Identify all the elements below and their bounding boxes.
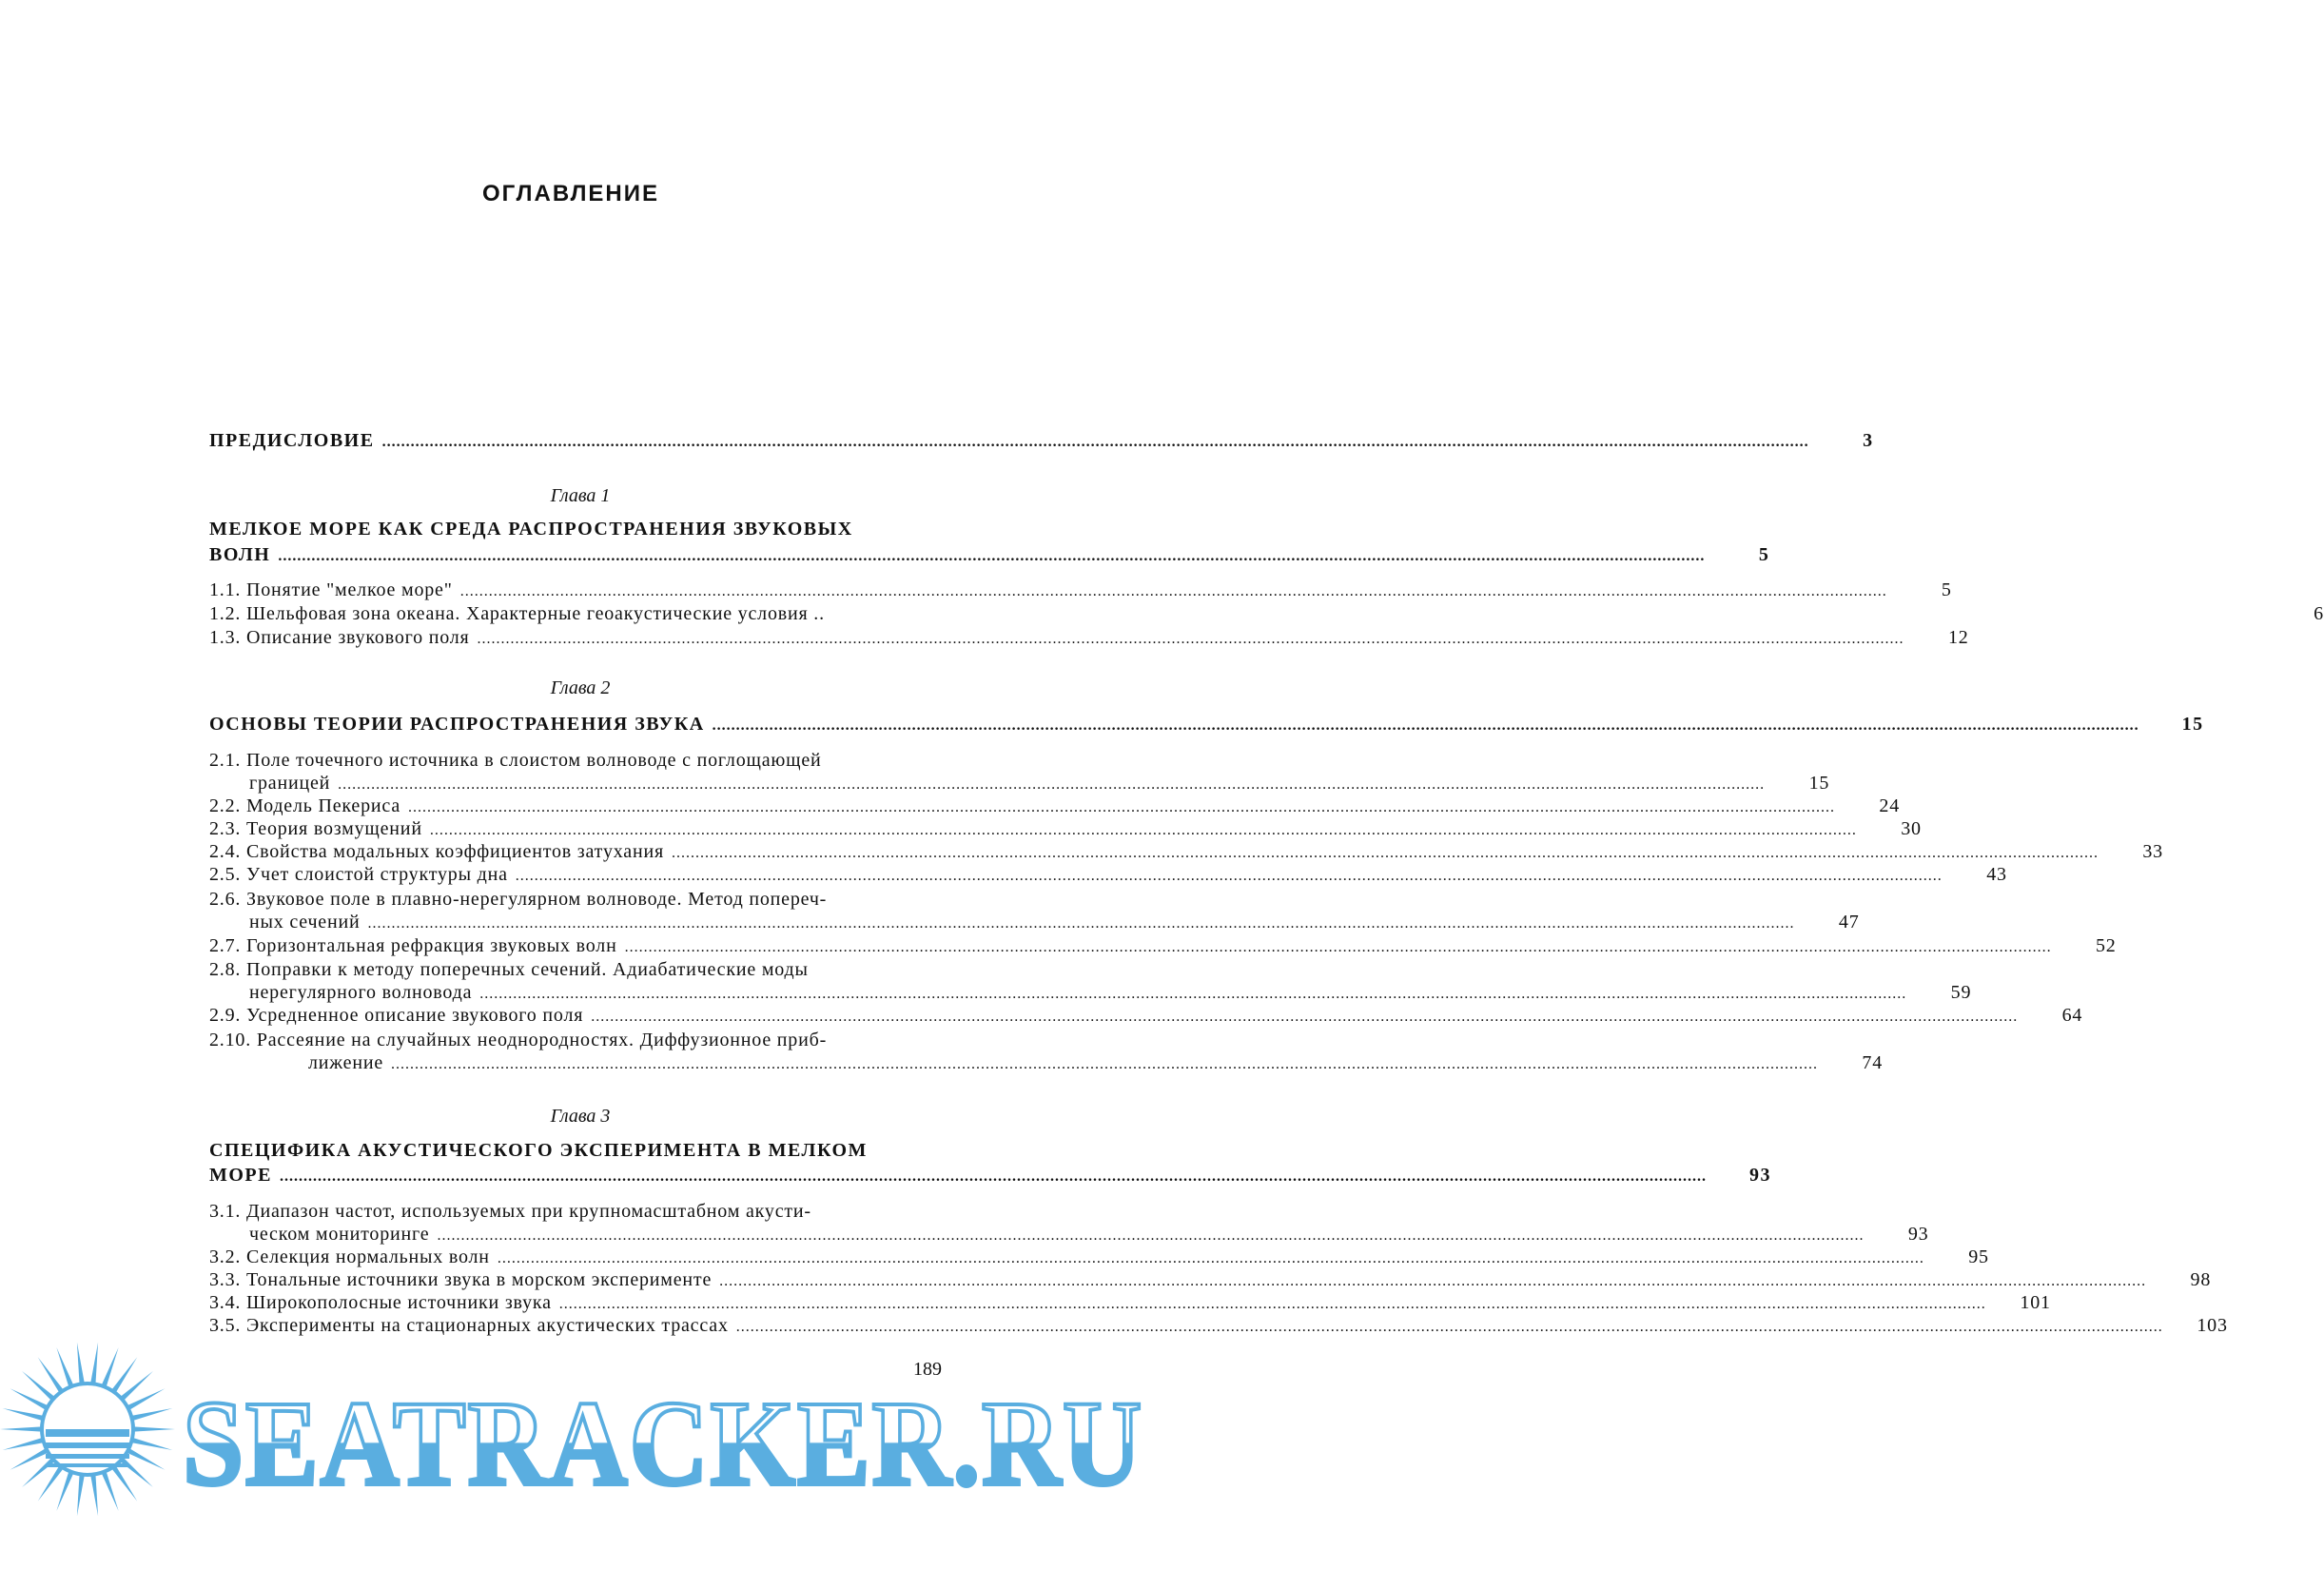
page-number: 189 [913,1359,942,1380]
section-number: 3.4. [209,1292,242,1313]
leader-dots: ............................................................................................................................................................................................................................................................................................................ [735,1319,2163,1335]
chapter-title: СПЕЦИФИКА АКУСТИЧЕСКОГО ЭКСПЕРИМЕНТА В МЕЛКОМ [209,1140,868,1161]
section-number: 2.9. [209,1005,242,1026]
entry-page: 52 [2095,935,2117,956]
entry-text: Описание звукового поля [246,627,470,648]
section-number: 2.4. [209,841,242,862]
entry-page: 5 [1758,544,1770,565]
toc-entry[interactable] [209,1005,2083,1030]
entry-text: ОСНОВЫ ТЕОРИИ РАСПРОСТРАНЕНИЯ ЗВУКА [209,714,705,735]
leader-dots: ............................................................................................................................................................................................................................................................................................................ [624,939,2052,955]
leader-dots: ............................................................................................................................................................................................................................................................................................................ [381,434,1809,450]
section-number: 2.1. [209,750,242,771]
entry-text: Теория возмущений [246,818,422,839]
leader-dots: ............................................................................................................................................................................................................................................................................................................ [338,776,1766,793]
section-number: 3.3. [209,1269,242,1290]
leader-dots: ............................................................................................................................................................................................................................................................................................................ [558,1296,1986,1312]
sun-stripe [46,1429,129,1437]
sun-ray [129,1426,175,1432]
entry-text: 3.1. Диапазон частот, используемых при крупномасштабном акусти- [209,1201,811,1222]
entry-text: границей [249,773,331,794]
sun-stripe [46,1442,129,1448]
entry-page: 24 [1879,795,1900,816]
entry-text: Шельфовая зона океана. Характерные геоакустические условия .. [246,603,825,624]
section-number: 1.2. [209,603,242,624]
leader-dots: ............................................................................................................................................................................................................................................................................................................ [367,915,1795,932]
entry-text: Понятие "мелкое море" [246,579,453,600]
entry-text: ческом мониторинге [249,1224,430,1245]
section-number: 2.6. [209,889,242,910]
leader-dots: ............................................................................................................................................................................................................................................................................................................ [278,548,1706,564]
entry-page: 74 [1862,1052,1883,1073]
toc-entry[interactable] [249,1224,1929,1248]
entry-text: Эксперименты на стационарных акустических трассах [246,1315,729,1336]
toc-entry[interactable] [209,579,1952,604]
entry-page: 3 [1863,430,1874,451]
leader-dots: ............................................................................................................................................................................................................................................................................................................ [408,799,1835,815]
leader-dots: ............................................................................................................................................................................................................................................................................................................ [477,631,1904,647]
toc-entry[interactable] [209,627,1969,652]
leader-dots: ............................................................................................................................................................................................................................................................................................................ [459,583,1887,599]
chapter-label: Глава 1 [550,485,611,506]
entry-text: Модель Пекериса [246,795,400,816]
entry-page: 101 [2020,1292,2051,1313]
leader-dots: ............................................................................................................................................................................................................................................................................................................ [671,845,2099,861]
chapter-label: Глава 3 [550,1106,611,1127]
entry-text: Широкополосные источники звука [246,1292,552,1313]
entry-page: 33 [2142,841,2163,862]
leader-dots: ............................................................................................................................................................................................................................................................................................................ [280,1168,1707,1185]
entry-text: Горизонтальная рефракция звуковых волн [246,935,617,956]
entry-text: Селекция нормальных волн [246,1246,490,1267]
toc-entry-preface[interactable] [209,430,1874,455]
entry-page: 6 [2314,603,2324,624]
toc-entry[interactable] [209,1246,1989,1271]
entry-text: 2.6. Звуковое поле в плавно-нерегулярном волноводе. Метод попереч- [209,889,828,910]
entry-page: 12 [1947,627,1969,648]
leader-dots: ............................................................................................................................................................................................................................................................................................................ [437,1227,1865,1244]
toc-entry[interactable] [249,912,1860,936]
sun-ray [0,1426,46,1432]
toc-entry-chapter[interactable] [209,714,2204,738]
entry-text: нерегулярного волновода [249,982,473,1003]
sun-ray [77,1470,86,1516]
entry-text: Свойства модальных коэффициентов затухания [246,841,664,862]
entry-text: ных сечений [249,912,361,932]
chapter-title: МЕЛКОЕ МОРЕ КАК СРЕДА РАСПРОСТРАНЕНИЯ ЗВУКОВЫХ [209,519,853,540]
section-number: 2.2. [209,795,242,816]
entry-text: ВОЛН [209,544,271,565]
entry-text: 2.8. Поправки к методу поперечных сечений. Адиабатические моды [209,959,809,980]
section-number: 2.3. [209,818,242,839]
toc-entry[interactable] [209,935,2117,960]
page-title: ОГЛАВЛЕНИЕ [481,181,660,206]
entry-text: Усредненное описание звукового поля [246,1005,584,1026]
leader-dots: ............................................................................................................................................................................................................................................................................................................ [719,1273,2147,1289]
leader-dots: ............................................................................................................................................................................................................................................................................................................ [429,822,1857,838]
entry-page: 98 [2190,1269,2212,1290]
section-number: 3.1. [209,1201,242,1222]
entry-text: Тональные источники звука в морском эксперименте [246,1269,713,1290]
toc-entry[interactable] [209,818,1922,843]
sun-stripe [46,1463,129,1467]
sun-icon [0,1343,175,1517]
section-number: 3.5. [209,1315,242,1336]
sun-ray [3,1408,48,1422]
section-number: 3.2. [209,1246,242,1267]
entry-text: 2.10. Рассеяние на случайных неоднородностях. Диффузионное приб- [209,1030,828,1050]
entry-page: 103 [2197,1315,2228,1336]
entry-page: 59 [1950,982,1972,1003]
section-number: 2.5. [209,864,242,885]
entry-text: МОРЕ [209,1165,272,1186]
toc-entry[interactable] [209,795,1900,820]
entry-page: 15 [2181,714,2204,735]
sun-ray [127,1437,172,1450]
section-number: 1.3. [209,627,242,648]
entry-page: 93 [1907,1224,1929,1245]
section-number: 1.1. [209,579,242,600]
section-number: 2.7. [209,935,242,956]
leader-dots: ............................................................................................................................................................................................................................................................................................................ [591,1009,2019,1025]
toc-entry-chapter[interactable] [209,1165,1771,1189]
toc-entry[interactable] [209,1292,2051,1317]
toc-entry[interactable] [209,1269,2212,1294]
toc-entry[interactable] [249,982,1972,1007]
entry-page: 95 [1968,1246,1989,1267]
toc-entry-chapter[interactable] [209,544,1770,569]
leader-dots: ............................................................................................................................................................................................................................................................................................................ [391,1056,1818,1072]
leader-dots: ............................................................................................................................................................................................................................................................................................................ [479,986,1907,1002]
section-number: 2.8. [209,959,242,980]
entry-page: 47 [1838,912,1860,932]
toc-entry[interactable] [308,1052,1883,1077]
toc-entry[interactable] [209,841,2163,866]
leader-dots: ............................................................................................................................................................................................................................................................................................................ [515,868,1943,884]
entry-page: 64 [2061,1005,2083,1026]
watermark-text: SEATRACKER.RU [183,1376,1143,1511]
entry-text: 2.1. Поле точечного источника в слоистом волноводе с поглощающей [209,750,822,771]
sun-stripe [46,1454,129,1459]
entry-page: 30 [1901,818,1922,839]
sun-ray [3,1437,48,1450]
entry-page: 93 [1749,1165,1771,1186]
toc-entry[interactable] [209,864,2007,889]
toc-entry[interactable] [249,773,1830,797]
chapter-label: Глава 2 [550,677,611,698]
entry-page: 5 [1941,579,1952,600]
sun-ray [89,1470,98,1516]
toc-entry[interactable] [209,603,2324,628]
entry-text: лижение [308,1052,383,1073]
entry-page: 15 [1808,773,1830,794]
sun-ray [127,1408,172,1422]
sun-ray [89,1343,98,1388]
entry-text: Учет слоистой структуры дна [246,864,508,885]
leader-dots: ............................................................................................................................................................................................................................................................................................................ [497,1250,1924,1266]
entry-text: ПРЕДИСЛОВИЕ [209,430,375,451]
watermark-logo [0,1323,1213,1570]
leader-dots: ............................................................................................................................................................................................................................................................................................................ [712,717,2139,734]
sun-ray [77,1343,86,1388]
section-number: 2.10. [209,1030,251,1050]
entry-page: 43 [1986,864,2007,885]
